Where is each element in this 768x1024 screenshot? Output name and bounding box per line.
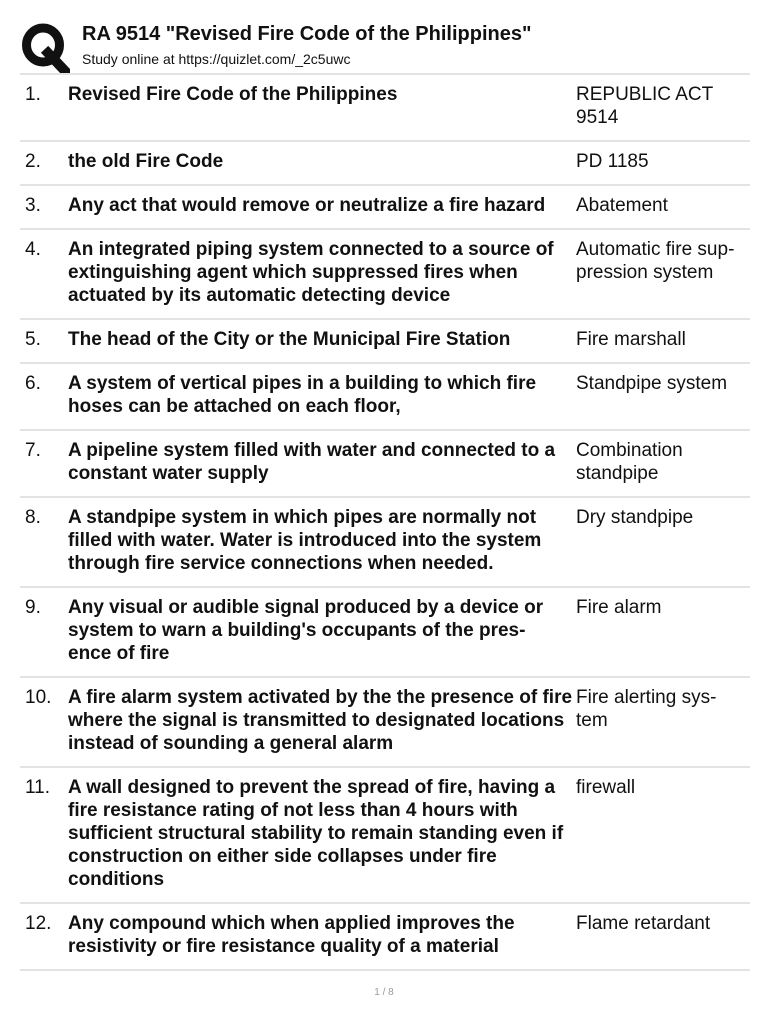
definition-text: PD 1185 [576, 151, 649, 172]
row-number: 6. [25, 373, 41, 394]
row-number: 11. [25, 777, 51, 798]
table-row [20, 320, 750, 364]
row-number: 12. [25, 913, 52, 934]
row-number: 1. [25, 84, 41, 105]
definition-text: Fire alerting sys- tem [576, 687, 717, 731]
table-row [20, 364, 750, 431]
term-text: Any visual or audible signal produced by a device or system to warn a building's occupants of the pres- ence of fire [68, 597, 544, 664]
definition-text: firewall [576, 777, 636, 798]
table-row [20, 230, 750, 320]
definition-text: Fire alarm [576, 597, 662, 618]
quizlet-logo-icon [20, 20, 70, 74]
page-number: 1 / 8 [374, 987, 394, 998]
term-text: A fire alarm system activated by the the presence of fire where the signal is transmitted to designated locations instead of sounding a general alarm [68, 687, 573, 754]
page-title: RA 9514 "Revised Fire Code of the Philippines" [82, 23, 532, 45]
definition-text: Abatement [576, 195, 668, 216]
table-row [20, 431, 750, 498]
table-row [20, 142, 750, 186]
term-text: A pipeline system filled with water and connected to a constant water supply [68, 440, 556, 484]
term-text: A standpipe system in which pipes are normally not filled with water. Water is introduced into the system through fire service connections when needed. [68, 507, 542, 574]
row-number: 3. [25, 195, 41, 216]
definition-text: Fire marshall [576, 329, 686, 350]
definition-text: Dry standpipe [576, 507, 694, 528]
table-row [20, 186, 750, 230]
definition-text: Combination standpipe [576, 440, 683, 484]
table-row [20, 75, 750, 142]
row-number: 5. [25, 329, 41, 350]
row-number: 10. [25, 687, 52, 708]
row-number: 8. [25, 507, 41, 528]
table-row [20, 768, 750, 904]
term-text: An integrated piping system connected to a source of extinguishing agent which suppressed fires when actuated by its automatic detecting device [68, 239, 554, 306]
definition-text: Automatic fire sup- pression system [576, 239, 735, 283]
term-text: Revised Fire Code of the Philippines [68, 84, 398, 105]
term-text: A system of vertical pipes in a building to which fire hoses can be attached on each floor, [68, 373, 537, 417]
row-number: 2. [25, 151, 41, 172]
definition-text: REPUBLIC ACT 9514 [576, 84, 713, 128]
table-row [20, 588, 750, 678]
table-row [20, 904, 750, 971]
term-text: Any act that would remove or neutralize a fire hazard [68, 195, 546, 216]
term-text: The head of the City or the Municipal Fire Station [68, 329, 511, 350]
definition-text: Flame retardant [576, 913, 711, 934]
term-text: the old Fire Code [68, 151, 224, 172]
page-header [20, 18, 750, 72]
term-text: Any compound which when applied improves the resistivity or fire resistance quality of a material [68, 913, 515, 957]
flashcard-table [20, 73, 750, 971]
row-number: 7. [25, 440, 41, 461]
table-row [20, 678, 750, 768]
table-row [20, 498, 750, 588]
row-number: 9. [25, 597, 41, 618]
term-text: A wall designed to prevent the spread of fire, having a fire resistance rating of not less than 4 hours with sufficient structural stability to remain standing even if construction on either side collapses under fire conditions [68, 777, 564, 890]
study-link[interactable]: Study online at https://quizlet.com/_2c5uwc [82, 51, 351, 67]
definition-text: Standpipe system [576, 373, 728, 394]
row-number: 4. [25, 239, 41, 260]
